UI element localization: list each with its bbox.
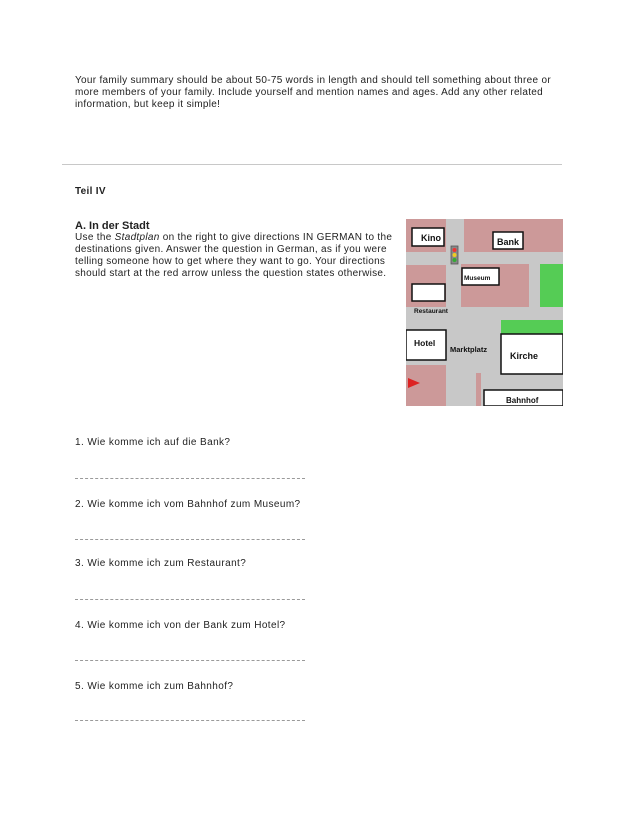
map-label-marktplatz: Marktplatz	[450, 345, 488, 354]
answer-line-5[interactable]	[75, 720, 305, 721]
answer-line-3[interactable]	[75, 599, 305, 600]
traffic-light-icon	[451, 246, 458, 264]
instructions-text-end: on the right to give directions IN GERMAN to the destinations given. Answer the question in German, as if you were telling someone how to get where they want to go. Your directions should start at the red arrow unless the question states otherwise.	[75, 232, 393, 279]
map-label-bahnhof: Bahnhof	[506, 396, 539, 405]
question-3: 3. Wie komme ich zum Restaurant?	[75, 558, 247, 569]
instructions-text-start: Use the	[75, 232, 115, 243]
map-park-strip	[501, 320, 563, 334]
map-park	[540, 264, 563, 307]
map-label-museum: Museum	[464, 275, 491, 282]
map-block-bottom-right	[476, 373, 481, 406]
map-label-restaurant: Restaurant	[414, 308, 448, 315]
map-building-restaurant	[412, 284, 445, 301]
answer-line-2[interactable]	[75, 539, 305, 540]
map-label-bank: Bank	[497, 237, 520, 247]
map-label-kino: Kino	[421, 233, 441, 243]
section-title: Teil IV	[75, 186, 106, 197]
part-a-heading: A. In der Stadt	[75, 220, 150, 232]
answer-line-4[interactable]	[75, 660, 305, 661]
question-5: 5. Wie komme ich zum Bahnhof?	[75, 681, 234, 692]
question-1: 1. Wie komme ich auf die Bank?	[75, 437, 231, 448]
part-a-instructions	[75, 232, 397, 280]
stadtplan-term: Stadtplan	[114, 232, 160, 243]
intro-paragraph: Your family summary should be about 50-75 words in length and should tell something about three or more members of your family. Include yourself and mention names and ages. Add any other related information, but keep it simple!	[75, 75, 551, 110]
question-2: 2. Wie komme ich vom Bahnhof zum Museum?	[75, 499, 301, 510]
answer-line-1[interactable]	[75, 478, 305, 479]
horizontal-divider	[62, 164, 562, 165]
map-label-hotel: Hotel	[414, 338, 436, 348]
city-map	[406, 219, 563, 406]
question-4: 4. Wie komme ich von der Bank zum Hotel?	[75, 620, 286, 631]
map-label-kirche: Kirche	[510, 351, 539, 361]
